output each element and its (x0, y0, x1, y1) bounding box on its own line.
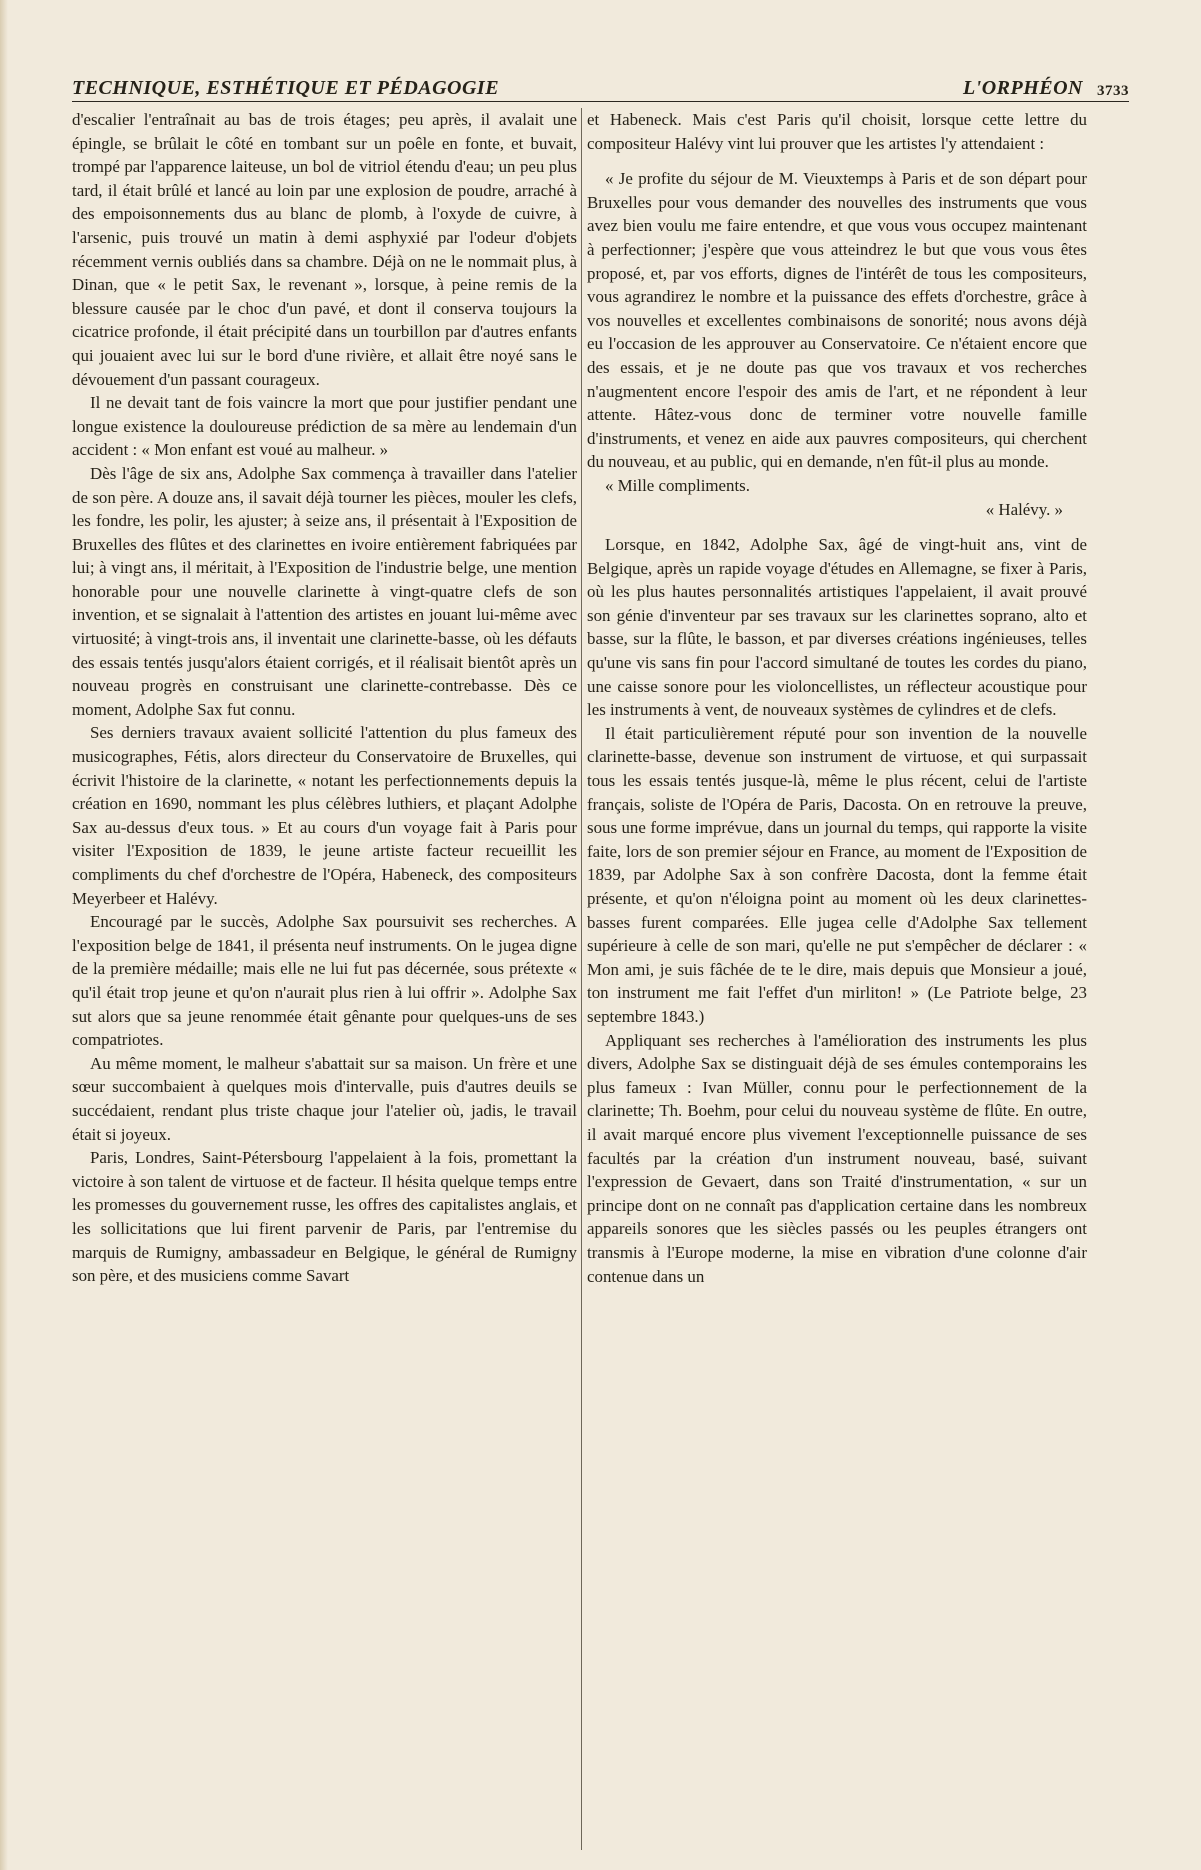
letter-closing: « Mille compliments. (605, 475, 750, 495)
left-column (72, 108, 577, 1853)
paragraph: Encouragé par le succès, Adolphe Sax poursuivit ses recherches. A l'exposition belge de 1841, il présenta neuf instruments. On le jugea digne de la première médaille; mais elle ne lui fut pas décernée, sous prétexte « qu'il était trop jeune et qu'on n'aurait plus rien à lui offrir ». Adolphe Sax sut alors que sa jeune renommée était gênante pour quelques-uns de ses compatriotes. (72, 912, 577, 1050)
page-edge-shadow (0, 0, 8, 1870)
page-number: 3733 (1097, 83, 1129, 99)
running-head (72, 66, 1129, 100)
paragraph: Lorsque, en 1842, Adolphe Sax, âgé de vingt-huit ans, vint de Belgique, après un rapide voyage d'études en Allemagne, se fixer à Paris, où les plus hautes personnalités artistiques l'appelaient, il avait prouvé son génie d'inventeur par ses travaux sur les clarinettes soprano, alto et basse, sur la flûte, le basson, et par diverses créations ingénieuses, telles qu'une vis sans fin pour l'accord simultané de toutes les cordes du piano, une caisse sonore pour les violoncellistes, un réflecteur acoustique pour les instruments à vent, de nouveaux systèmes de cylindres et de clefs. (587, 535, 1087, 720)
paragraph: Appliquant ses recherches à l'amélioration des instruments les plus divers, Adolphe Sax se distinguait déjà de ses émules contemporains les plus fameux : Ivan Müller, connu pour le perfectionnement de la clarinette; Th. Boehm, pour celui du nouveau système de flûte. En outre, il avait marqué encore plus vivement l'exceptionnelle puissance de ses facultés par la création d'un instrument nouveau, basé, suivant l'expression de Gevaert, dans son Traité d'instrumentation, « sur un principe dont on ne connaît pas d'application certaine dans les nombreux appareils sonores que les siècles passés ou les peuples étrangers ont transmis à l'Europe moderne, la mise en vibration d'une colonne d'air contenue dans un (587, 1030, 1087, 1286)
section-title: TECHNIQUE, ESTHÉTIQUE ET PÉDAGOGIE (72, 77, 500, 99)
right-column (587, 108, 1087, 1853)
paragraph: Dès l'âge de six ans, Adolphe Sax commença à travailler dans l'atelier de son père. A douze ans, il savait déjà tourner les pièces, mouler les clefs, les fondre, les polir, les ajuster; à seize ans, il présentait à l'Exposition de Bruxelles des flûtes et des clarinettes en ivoire entièrement fabriquées par lui; à vingt ans, il méritait, à l'Exposition de l'industrie belge, une mention honorable pour une nouvelle clarinette à vingt-quatre clefs de son invention, et se signalait à l'attention des artistes en jouant lui-même avec virtuosité; à vingt-trois ans, il inventait une clarinette-basse, où les défauts des essais tentés jusqu'alors étaient corrigés, et il réalisait bientôt après un nouveau progrès en construisant une clarinette-contrebasse. Dès ce moment, Adolphe Sax fut connu. (72, 463, 577, 719)
paragraph: Il était particulièrement réputé pour son invention de la nouvelle clarinette-basse, devenue son instrument de virtuose, et qui surpassait tous les essais tentés jusque-là, même le plus récent, celui de l'artiste français, soliste de l'Opéra de Paris, Dacosta. On en retrouve la preuve, sous une forme imprévue, dans un journal du temps, qui rapporte la visite faite, lors de son premier séjour en France, au moment de l'Exposition de 1839, par Adolphe Sax à son confrère Dacosta, dont la femme était présente, et qu'on n'éloigna point au moment où les deux clarinettes-basses furent comparées. Elle jugea celle d'Adolphe Sax tellement supérieure à celle de son mari, qu'elle ne put s'empêcher de déclarer : « Mon ami, je suis fâchée de te le dire, mais depuis que Monsieur a joué, ton instrument me fait l'effet d'un mirliton! » (Le Patriote belge, 23 septembre 1843.) (587, 723, 1087, 1026)
paragraph: et Habeneck. Mais c'est Paris qu'il choisit, lorsque cette lettre du compositeur Halévy vint lui prouver que les artistes l'y attendaient : (587, 110, 1087, 153)
column-divider (581, 108, 582, 1850)
letter-quote: « Je profite du séjour de M. Vieuxtemps à Paris et de son départ pour Bruxelles pour vous demander des nouvelles des instruments que vous avez bien voulu me faire entendre, et que vous vous occupez maintenant à perfectionner; j'espère que vous atteindrez le but que vous vous êtes proposé, et, par vos efforts, dignes de l'intérêt de tous les compositeurs, vous agrandirez le nombre et la puissance des effets d'orchestre, grâce à vos nouvelles et excellentes combinaisons de sonorité; nous avons déjà eu l'occasion de les approuver au Conservatoire. Ce n'étaient encore que des essais, et je ne doute pas que vos travaux et vos recherches n'augmentent encore l'espoir des amis de l'art, et ne répondent à leur attente. Hâtez-vous donc de terminer votre nouvelle famille d'instruments, et venez en aide aux pauvres compositeurs, qui cherchent du nouveau, et au public, qui en demande, n'en fût-il plus au monde. (587, 169, 1087, 472)
paragraph: Au même moment, le malheur s'abattait sur sa maison. Un frère et une sœur succombaient à quelques mois d'intervalle, puis d'autres deuils se succédaient, rendant plus triste chaque jour l'atelier où, jadis, le travail était si joyeux. (72, 1053, 577, 1144)
head-right (963, 77, 1129, 100)
paragraph: Ses derniers travaux avaient sollicité l'attention du plus fameux des musicographes, Fétis, alors directeur du Conservatoire de Bruxelles, qui écrivit l'histoire de la clarinette, « notant les perfectionnements depuis la création en 1690, nommant les plus célèbres luthiers, et plaçant Adolphe Sax au-dessus d'eux tous. » Et au cours d'un voyage fait à Paris pour visiter l'Exposition de 1839, le jeune artiste facteur recueillit les compliments du chef d'orchestre de l'Opéra, Habeneck, des compositeurs Meyerbeer et Halévy. (72, 723, 577, 908)
paragraph: Paris, Londres, Saint-Pétersbourg l'appelaient à la fois, promettant la victoire à son talent de virtuose et de facteur. Il hésita quelque temps entre les promesses du gouvernement russe, les offres des capitalistes anglais, et les sollicitations que lui firent parvenir de Paris, par l'entremise du marquis de Rumigny, ambassadeur en Belgique, le général de Rumigny son père, et des musiciens comme Savart (72, 1148, 577, 1286)
header-rule (72, 101, 1129, 102)
letter-signature: « Halévy. » (985, 499, 1063, 519)
paragraph: d'escalier l'entraînait au bas de trois étages; peu après, il avalait une épingle, se brûlait le côté en tombant sur un poêle en fonte, et buvait, trompé par l'apparence laiteuse, un bol de vitriol étendu d'eau; un peu plus tard, il était brûlé et lancé au loin par une explosion de poudre, arraché à des empoisonnements dus au blanc de plomb, à l'oxyde de cuivre, à l'arsenic, puis trouvé un matin à demi asphyxié par l'odeur d'objets récemment vernis oubliés dans sa chambre. Déjà on ne le nommait plus, à Dinan, que « le petit Sax, le revenant », lorsque, à peine remis de la blessure causée par le choc d'un pavé, et dont il conserva toujours la cicatrice profonde, il était précipité dans un tourbillon par d'autres enfants qui jouaient avec lui sur le bord d'une rivière, et allait être noyé sans le dévouement d'un passant courageux. (72, 110, 577, 389)
paragraph: Il ne devait tant de fois vaincre la mort que pour justifier pendant une longue existence la douloureuse prédiction de sa mère au lendemain d'un accident : « Mon enfant est voué au malheur. » (72, 393, 577, 460)
journal-title: L'ORPHÉON (962, 77, 1083, 99)
